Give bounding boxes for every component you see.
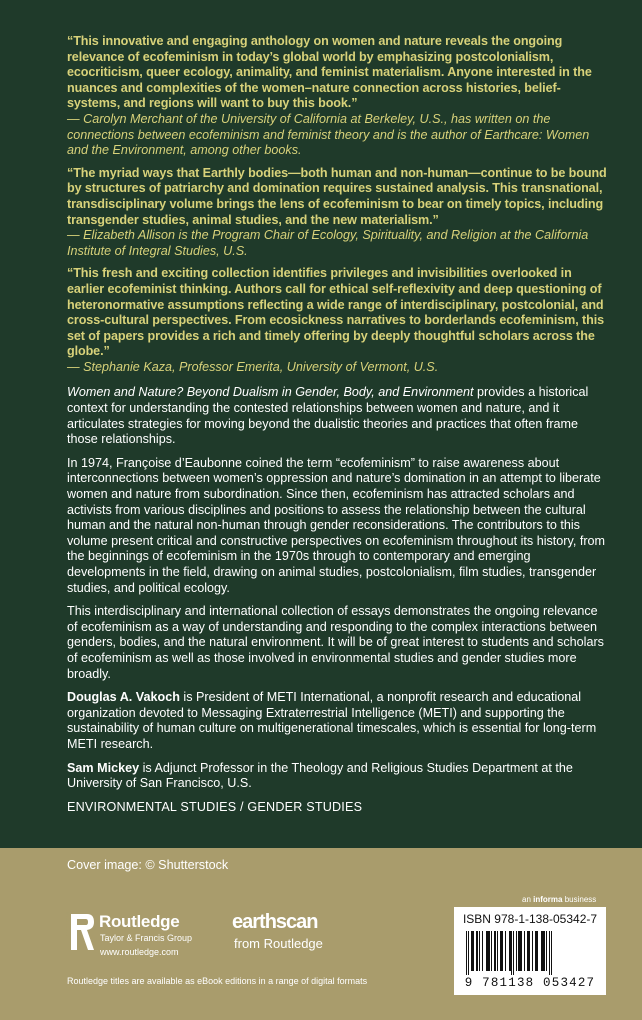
barcode-bar [497,931,498,971]
review-quote: “The myriad ways that Earthly bodies—both human and non-human—continue to be bound by structures of patriarchy and domination requires sustained analysis. This transnational, transdisciplinary volume brings the lens of ecofeminism to bear on timely topics, including transgender studies, animal studies, and the new materialism.” [67,165,607,227]
barcode-bars [464,931,596,975]
publisher-name: Routledge [99,912,180,931]
editor-bio: is Adjunct Professor in the Theology and Religious Studies Department at the University of San Francisco, U.S. [67,760,573,791]
cover-text [67,34,607,814]
barcode-bar [482,931,483,971]
barcode-bar [500,931,502,971]
editor-bio: is President of METI International, a nonprofit research and educational organization devoted to Messaging Extraterrestrial Intelligence (METI) and supporting the sustainability of human culture on multigenerational timescales, which is essential for long-term METI research. [67,690,597,751]
review-attribution: — Elizabeth Allison is the Program Chair of Ecology, Spirituality, and Religion at the California Institute of Integral Studies, U.S. [67,228,589,258]
description-text: provides a historical context for understanding the contested relationships between women and nature, and it articulates strategies for moving beyond the dualistic theories and practices that often frame those relationships. [67,385,589,447]
review-quote: “This fresh and exciting collection identifies privileges and invisibilities overlooked in earlier ecofeminist thinking. Authors call for ethical self-reflexivity and deep questioning of heteronormative assumptions reflecting a wide range of interdisciplinary, postcolonial, and cross-cultural perspectives. From ecosickness narratives to borderlands ecofeminism, this set of papers provides a rich and timely offering by deeply thoughtful scholars across the globe.” [67,266,605,359]
book-title: Women and Nature? Beyond Dualism in Gender, Body, and Environment [67,385,474,400]
barcode-bar [473,931,474,971]
barcode-bar [541,931,543,971]
barcode-bar [494,931,496,971]
subject-category: ENVIRONMENTAL STUDIES / GENDER STUDIES [67,799,363,814]
cover-credit: Cover image: © Shutterstock [67,858,229,872]
barcode-bar [549,931,550,975]
barcode-bar [551,931,552,975]
barcode-bar [532,931,533,971]
barcode-bar [511,931,512,975]
barcode-bar [543,931,545,971]
isbn-label: ISBN 978-1-138-05342-7 [462,912,598,926]
barcode-bar [505,931,506,971]
barcode-bar [524,931,525,971]
editor-bio-1 [67,690,607,752]
barcode-bar [520,931,522,971]
publisher-group: Taylor & Francis Group [100,933,193,943]
description-paragraph-1 [67,385,607,447]
ebook-note: Routledge titles are available as eBook editions in a range of digital formats [67,976,368,986]
earthscan-logo [232,911,362,957]
barcode-bar [468,931,469,975]
barcode-bar [466,931,467,975]
barcode-bar [476,931,478,971]
svg-text:ROUTLEDGE: ROUTLEDGE [64,911,70,936]
publisher-url[interactable]: www.routledge.com [100,947,179,957]
editor-name: Douglas A. Vakoch [67,690,180,705]
review-1 [67,34,607,159]
imprint-name: earthscan [232,911,318,933]
barcode-bar [509,931,511,971]
editor-name: Sam Mickey [67,760,140,775]
barcode-number: 9 781138 053427 [464,976,596,990]
barcode [454,907,606,995]
barcode-bar [513,931,514,975]
review-3 [67,266,607,375]
barcode-bar [479,931,480,971]
editor-bio-2 [67,761,607,792]
imprint-from: from Routledge [234,936,323,951]
barcode-bar [546,931,547,971]
barcode-bar [516,931,517,971]
barcode-bar [535,931,537,971]
barcode-bar [502,931,503,971]
barcode-bar [486,931,488,971]
review-attribution: — Carolyn Merchant of the University of California at Berkeley, U.S., has written on the connections between ecofeminism and feminist theory and is the author of Earthcare: Women and the Environment, among other books. [67,111,590,158]
barcode-bar [518,931,520,971]
description-paragraph-3: This interdisciplinary and international collection of essays demonstrates the ongoing relevance of ecofeminism as a way of understanding and responding to the complex interactions between genders, bodies, and the natural environment. It will be of great interest to students and scholars of ecofeminism as well as those involved in environmental studies and gender studies more broadly. [67,604,604,681]
barcode-bar [537,931,538,971]
description-paragraph-2: In 1974, Françoise d’Eaubonne coined the term “ecofeminism” to raise awareness about interconnections between women’s oppression and nature’s domination in an attempt to liberate women and nature from subordination. Since then, ecofeminism has attracted scholars and activists from various disciplines and positions to assess the relationship between the cultural human and the natural non-human through gender reconsiderations. The contributors to this volume present critical and constructive perspectives on ecofeminism throughout its history, from the beginnings of ecofeminism in the 1970s through to contemporary and emerging developments in the field, drawing on animal studies, postcolonialism, film studies, transgender studies, and political ecology. [67,455,606,595]
informa-brand: informa [533,895,563,904]
barcode-bar [491,931,492,971]
routledge-emblem-icon [64,910,97,954]
review-attribution: — Stephanie Kaza, Professor Emerita, University of Vermont, U.S. [67,359,439,374]
review-quote: “This innovative and engaging anthology on women and nature reveals the ongoing relevance of ecofeminism in today’s global world by emphasizing postcolonialism, ecocriticism, queer ecology, animality, and feminist materialism. Anyone interested in the nuances and complexities of the women–nature connection across histories, belief-systems, and regions will want to buy this book.” [67,34,592,111]
routledge-logo [64,910,217,960]
review-2 [67,166,607,260]
barcode-bar [529,931,530,971]
barcode-bar [488,931,490,971]
informa-tagline: an informa business [522,895,597,904]
barcode-bar [527,931,529,971]
barcode-bar [471,931,473,971]
